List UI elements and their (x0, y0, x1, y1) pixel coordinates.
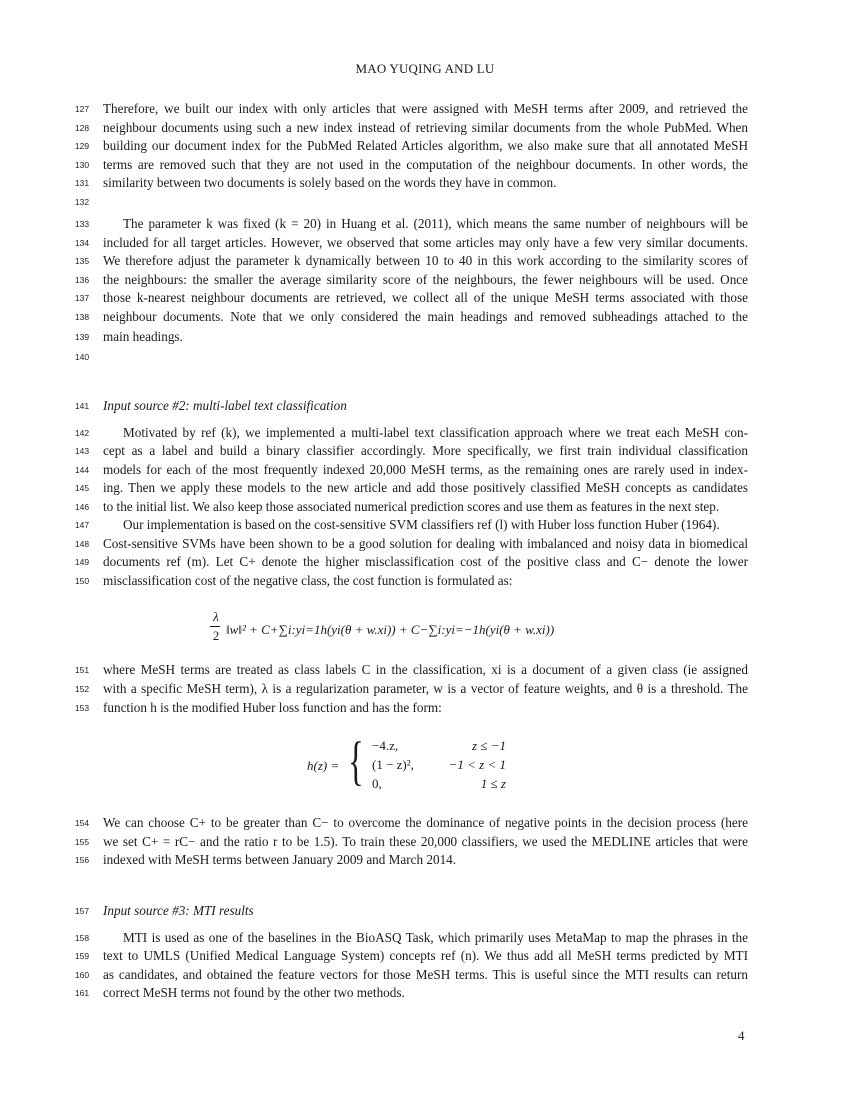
line-number: 146 (74, 502, 90, 512)
line-number: 159 (74, 951, 90, 961)
line-number: 160 (74, 970, 90, 980)
text-line: indexed with MeSH terms between January 2009 and March 2014. (103, 852, 457, 867)
text-line: similarity between two documents is solely based on the words they have in common. (103, 175, 557, 190)
line-number: 132 (74, 197, 90, 207)
section-heading: Input source #2: multi-label text classification (103, 398, 347, 413)
line-number: 131 (74, 178, 90, 188)
section-heading: Input source #3: MTI results (103, 903, 254, 918)
line-number: 158 (74, 933, 90, 943)
text-line: Motivated by ref (k), we implemented a multi-label text classification approach where we treat each MeSH con- (123, 425, 748, 440)
line-number: 157 (74, 906, 90, 916)
line-number: 151 (74, 665, 90, 675)
line-number: 148 (74, 539, 90, 549)
text-line: Therefore, we built our index with only articles that were assigned with MeSH terms after 2009, and retrieved the (103, 101, 748, 116)
line-number: 147 (74, 520, 90, 530)
text-line: we set C+ = rC− and the ratio r to be 1.5). To train these 20,000 classifiers, we used the MEDLINE articles that were (103, 834, 748, 849)
text-line: models for each of the most frequently indexed 20,000 MeSH terms, as the remaining ones are rarely used in index- (103, 462, 748, 477)
text-line: Our implementation is based on the cost-sensitive SVM classifiers ref (l) with Huber loss function Huber (1964). (123, 517, 720, 532)
line-number: 161 (74, 988, 90, 998)
text-line: MTI is used as one of the baselines in the BioASQ Task, which primarily uses MetaMap to map the phrases in the (123, 930, 748, 945)
text-line: text to UMLS (Unified Medical Language System) concepts ref (n). We thus add all MeSH terms predicted by MTI (103, 948, 748, 963)
line-number: 127 (74, 104, 90, 114)
text-line: as candidates, and obtained the feature vectors for those MeSH terms. This is useful since the MTI results can return (103, 967, 748, 982)
eq1-text: ‖w‖² + C+∑i:yi=1h(yi(θ + w.xi)) + C−∑i:yi=−1h(yi(θ + w.xi)) (226, 622, 555, 637)
case-condition: −1 < z < 1 (448, 757, 506, 772)
frac-denominator: 2 (212, 628, 220, 643)
text-line: Cost-sensitive SVMs have been shown to be a good solution for dealing with imbalanced and noisy data in biomedical (103, 536, 748, 551)
text-line: function h is the modified Huber loss function and has the form: (103, 700, 442, 715)
line-number: 138 (74, 312, 90, 322)
text-line: the neighbours: the smaller the average similarity score of the neighbours, the fewer neighbours will be used. Once (103, 272, 748, 287)
text-line: misclassification cost of the negative class, the cost function is formulated as: (103, 573, 513, 588)
line-number: 143 (74, 446, 90, 456)
line-number: 149 (74, 557, 90, 567)
line-number: 133 (74, 219, 90, 229)
case-expression: 0, (372, 776, 382, 791)
left-brace: { (348, 731, 364, 791)
case-condition: 1 ≤ z (480, 776, 506, 791)
case-condition: z ≤ −1 (472, 738, 506, 753)
line-number: 130 (74, 160, 90, 170)
line-number: 140 (74, 352, 90, 362)
lambda-over-two (210, 609, 222, 644)
line-number: 150 (74, 576, 90, 586)
text-line: where MeSH terms are treated as class labels C in the classification, xi is a document of a given class (ie assigned (103, 662, 748, 677)
text-line: We therefore adjust the parameter k dynamically between 10 to 40 in this work according to the similarity scores of (103, 253, 748, 268)
eq2-lhs: h(z) = (307, 758, 340, 773)
cost-function-body (226, 622, 554, 638)
line-number: 152 (74, 684, 90, 694)
text-line: We can choose C+ to be greater than C− to overcome the dominance of negative points in the decision process (here (103, 815, 748, 830)
text-line: cept as a label and build a binary classifier accordingly. More specifically, we first train individual classification (103, 443, 748, 458)
text-line: building our document index for the PubMed Related Articles algorithm, we also make sure that all annotated MeSH (103, 138, 748, 153)
line-number: 135 (74, 256, 90, 266)
text-line: to the initial list. We also keep those associated numerical prediction scores and use them as features in the next step. (103, 499, 720, 514)
line-number: 136 (74, 275, 90, 285)
text-line: main headings. (103, 329, 183, 344)
text-line: terms are removed such that they are not used in the computation of the neighbour documents. In other words, the (103, 157, 748, 172)
line-number: 154 (74, 818, 90, 828)
line-number: 141 (74, 401, 90, 411)
running-header: MAO YUQING AND LU (355, 61, 495, 76)
line-number: 129 (74, 141, 90, 151)
text-line: neighbour documents. Note that we only considered the main headings and removed subheadings attached to the (103, 309, 748, 324)
line-number: 155 (74, 837, 90, 847)
line-number: 137 (74, 293, 90, 303)
text-line: with a specific MeSH term), λ is a regularization parameter, w is a vector of feature weights, and θ is a threshold. The (103, 681, 748, 696)
text-line: those k-nearest neighbour documents are retrieved, we collect all of the unique MeSH terms associated with those (103, 290, 748, 305)
line-number: 156 (74, 855, 90, 865)
line-number: 128 (74, 123, 90, 133)
case-expression: (1 − z)², (372, 757, 414, 772)
text-line: included for all target articles. However, we observed that some articles may only have a few very similar documents. (103, 235, 748, 250)
text-line: correct MeSH terms not found by the other two methods. (103, 985, 405, 1000)
frac-bar (210, 626, 220, 627)
case-expression: −4.z, (372, 738, 399, 753)
line-number: 134 (74, 238, 90, 248)
frac-numerator: λ (213, 609, 219, 624)
line-number: 153 (74, 703, 90, 713)
line-number: 144 (74, 465, 90, 475)
line-number: 142 (74, 428, 90, 438)
text-line: documents ref (m). Let C+ denote the higher misclassification cost of the positive class and C− denote the lower (103, 554, 748, 569)
text-line: The parameter k was fixed (k = 20) in Huang et al. (2011), which means the same number of neighbours will be (123, 216, 748, 231)
line-number: 145 (74, 483, 90, 493)
line-number: 139 (74, 332, 90, 342)
text-line: neighbour documents using such a new index instead of retrieving similar documents from the whole PubMed. When (103, 120, 748, 135)
page-number: 4 (738, 1028, 745, 1043)
text-line: ing. Then we apply these models to the new article and add those positively classified MeSH concepts as candidates (103, 480, 748, 495)
